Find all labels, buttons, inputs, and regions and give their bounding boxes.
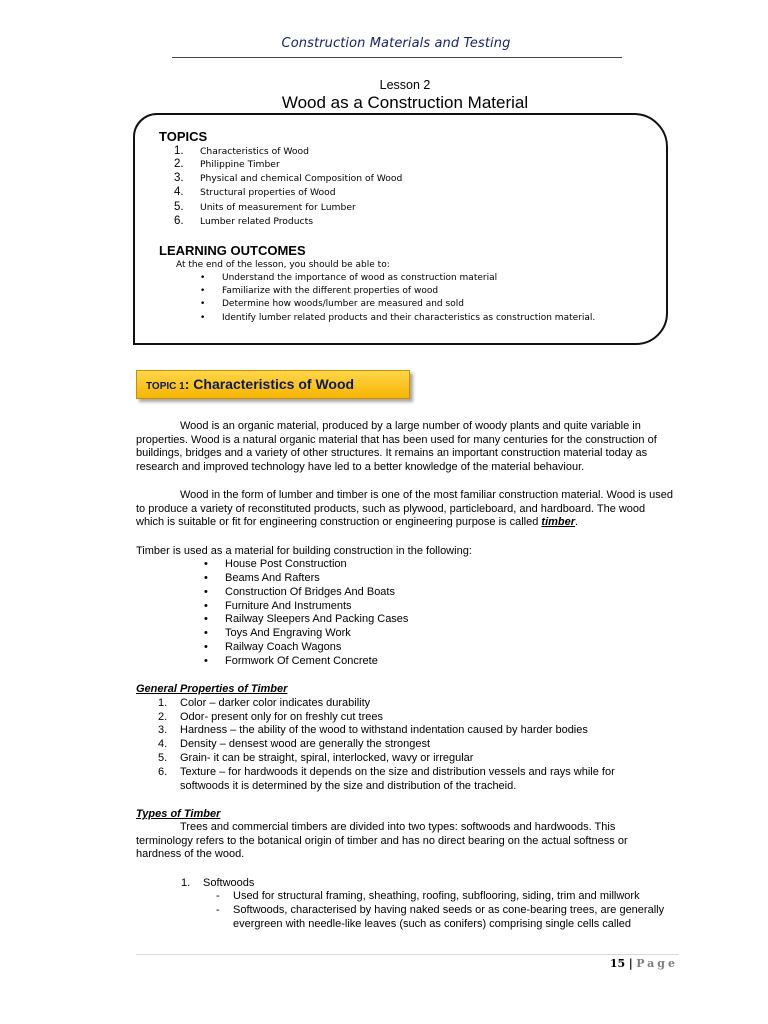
outcome-item: • Understand the importance of wood as construction material	[200, 273, 498, 283]
types-intro: Trees and commercial timbers are divided into two types: softwoods and hardwoods. This terminology refers to the botanical origin of timber and has no direct bearing on the actual softness or hardness of the wood.	[136, 821, 628, 861]
outcomes-heading: LEARNING OUTCOMES	[159, 243, 306, 258]
topic-item: 5. Units of measurement for Lumber	[174, 201, 356, 213]
page-number: 15	[609, 957, 626, 970]
lesson-title: Wood as a Construction Material	[281, 93, 529, 112]
paragraph-lumber: Wood in the form of lumber and timber is one of the most familiar construction material. Wood is used to produce a variety of reconstituted products, such as plywood, particleboard, and hardboard. The wood which is suitable or fit for engineering construction or engineering purpose is called timber.	[136, 489, 673, 529]
page-footer: 15 | Page	[609, 957, 678, 970]
topic-1-heading: TOPIC 1: Characteristics of Wood	[146, 376, 355, 392]
topics-heading: TOPICS	[159, 129, 208, 144]
topic-item: 3. Physical and chemical Composition of Wood	[174, 172, 403, 184]
running-header: Construction Materials and Testing	[281, 36, 511, 51]
uses-intro: Timber is used as a material for building construction in the following:	[136, 545, 472, 557]
header-rule	[172, 57, 622, 58]
softwood-point: - Used for structural framing, sheathing, roofing, subflooring, siding, trim and millwork	[216, 890, 640, 902]
topic-item: 2. Philippine Timber	[174, 158, 280, 170]
lesson-number: Lesson 2	[379, 78, 431, 92]
softwood-point: - Softwoods, characterised by having naked seeds or as cone-bearing trees, are generally	[216, 904, 665, 916]
outcome-item: • Identify lumber related products and their characteristics as construction material.	[200, 313, 596, 323]
footer-rule	[136, 954, 679, 955]
term-timber: timber	[541, 516, 576, 529]
general-properties-heading: General Properties of Timber	[136, 683, 288, 695]
topic-item: 1. Characteristics of Wood	[174, 145, 310, 157]
topic-item: 6. Lumber related Products	[174, 215, 313, 227]
softwood-point-continued: evergreen with needle-like leaves (such as conifers) comprising single cells called	[233, 918, 632, 930]
outcomes-intro: At the end of the lesson, you should be able to:	[176, 260, 390, 270]
softwoods-heading: 1. Softwoods	[181, 877, 255, 889]
paragraph-intro: Wood is an organic material, produced by a large number of woody plants and quite variable in properties. Wood is a natural organic material that has been used for many centuries for the construction of buildings, bridges and a variety of other structures. It remains an important construction material today as research and improved technology have led to a better knowledge of the material behaviour.	[136, 420, 657, 473]
topic-item: 4. Structural properties of Wood	[174, 186, 336, 198]
outcome-item: • Determine how woods/lumber are measured and sold	[200, 299, 464, 309]
topic-1-banner	[136, 370, 410, 399]
outcome-item: • Familiarize with the different properties of wood	[200, 286, 439, 296]
types-of-timber-heading: Types of Timber	[136, 808, 221, 820]
